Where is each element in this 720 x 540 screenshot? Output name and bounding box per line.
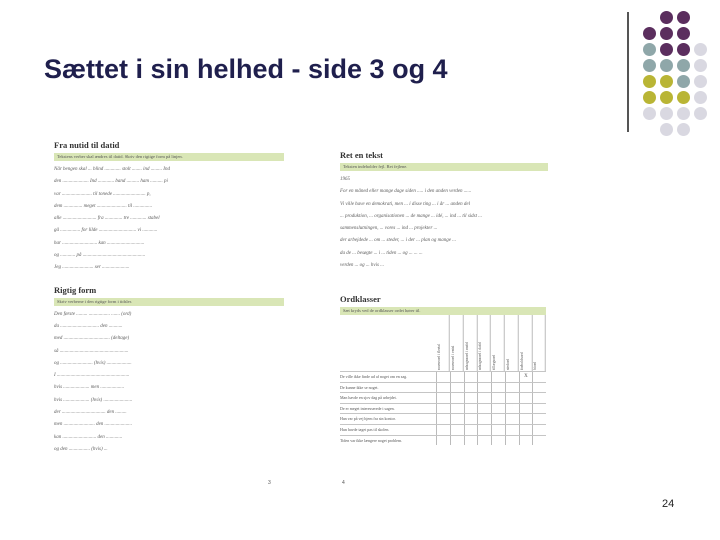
table-cell (532, 383, 546, 393)
table-cell (519, 393, 533, 403)
left-page-image (54, 140, 284, 490)
decorative-dot (643, 43, 656, 56)
table-cell (505, 383, 519, 393)
text-line: var ........................ til tonede .......................... p, (54, 191, 151, 197)
table-cell (436, 404, 450, 414)
column-header: tillægsord (491, 315, 505, 371)
table-cell (532, 393, 546, 403)
table-cell (491, 425, 505, 435)
text-line: har ............................ kan .............................. (54, 240, 145, 246)
exercise-lines (54, 309, 284, 457)
text-line: der arbejdede ... om ... steder, ... i der ... plan og mange ... (340, 238, 456, 244)
decorative-dot (643, 107, 656, 120)
right-page-image (340, 150, 548, 490)
table-cell (436, 414, 450, 424)
table-row (340, 435, 546, 446)
table-cell (477, 436, 491, 446)
decorative-dot (677, 107, 690, 120)
table-cell (491, 404, 505, 414)
text-line: verden ... og ... hvis ... (340, 263, 384, 269)
table-cell (436, 393, 450, 403)
table-cell (450, 425, 464, 435)
column-header: stedord (505, 315, 519, 371)
decorative-dot (660, 75, 673, 88)
table-row (340, 392, 546, 403)
table-cell (491, 414, 505, 424)
decorative-dot-grid (643, 11, 720, 139)
table-cell (532, 404, 546, 414)
table-header (340, 315, 546, 371)
text-line: med ..................................... (deltage) (54, 336, 130, 342)
table-cell (491, 372, 505, 382)
decorative-dot (694, 75, 707, 88)
vertical-divider (627, 12, 629, 132)
table-cell (491, 393, 505, 403)
table-cell (450, 436, 464, 446)
text-line: så ....................................................... (54, 348, 129, 354)
row-label: De er meget interesserede i sagen. (340, 405, 395, 411)
text-line: Vi ville have en demokrati, men ... i disse ting ... i år ... anden del (340, 201, 471, 207)
table-cell (436, 436, 450, 446)
table-cell (464, 383, 478, 393)
text-line: sammenslutningen, ... vores ... ind ... projekter ... (340, 226, 438, 232)
text-line: hvis ..................... men ................... (54, 385, 125, 391)
text-line: Når bengen skal ... blind ............. stolt ........ ind ......... Ind (54, 167, 170, 172)
table-row (340, 403, 546, 414)
text-line: dem ............... meget ........................ til ............... (54, 203, 153, 209)
instruction-band: Sæt kryds ved de ordklasser ordet hører til. (340, 307, 546, 315)
page-mark-right: 4 (342, 480, 345, 486)
table-row (340, 424, 546, 435)
table-cell (477, 393, 491, 403)
decorative-dot (694, 91, 707, 104)
table-cell (519, 436, 533, 446)
decorative-dot (677, 59, 690, 72)
text-line: Den første ......... ................. ....... (ord) (54, 311, 132, 317)
text-line: hvis ..................... (hvis) ....................... (54, 397, 133, 403)
row-label: Hun havde taget pas til skolen. (340, 426, 390, 432)
table-cell (532, 372, 546, 382)
table-cell (436, 372, 450, 382)
exercise-lines (54, 164, 284, 275)
text-line: ... produktion, ... organisationen ... de mange ... idé, ... ind ... til sidst ... (340, 213, 482, 219)
table-cell (532, 414, 546, 424)
column-header: forholdsord (519, 315, 533, 371)
word-class-table (340, 315, 546, 445)
page-mark-left: 3 (268, 480, 271, 486)
table-cell (505, 393, 519, 403)
table-row (340, 382, 546, 393)
text-line: kan ........................... den ............. (54, 434, 123, 440)
column-header: biord (532, 315, 546, 371)
decorative-dot (643, 91, 656, 104)
decorative-dot (643, 59, 656, 72)
row-label: De ville ikke finde ud af noget om en sag. (340, 374, 408, 379)
text-line: da ............................... den ........... (54, 323, 123, 329)
text-line: da de ... besøgte ... i ... tiden ... og ... ... ... (340, 250, 423, 256)
text-line: og .......................... (hvis) .................... (54, 360, 132, 366)
row-label: De kunne ikke se noget. (340, 384, 379, 390)
table-cell (436, 383, 450, 393)
decorative-dot (677, 123, 690, 136)
column-header: navneord i flertal (436, 315, 450, 371)
decorative-dot (660, 91, 673, 104)
table-cell (464, 404, 478, 414)
column-header: navneord i ental (450, 315, 464, 371)
table-cell (450, 414, 464, 424)
table-cell (532, 436, 546, 446)
table-cell (519, 414, 533, 424)
table-cell (477, 404, 491, 414)
text-line: alle ........................... fra .............. tre ............. stabel (54, 216, 160, 222)
decorative-dot (660, 107, 673, 120)
text-line: og den ................. (hvis) ... (54, 446, 108, 452)
table-cell (519, 383, 533, 393)
table-cell (477, 414, 491, 424)
decorative-dot (643, 75, 656, 88)
decorative-dot (694, 107, 707, 120)
table-cell (450, 383, 464, 393)
table-cell (477, 425, 491, 435)
text-line: For en måned eller mange dage siden ..... i den anden verden ...... (340, 189, 472, 195)
row-label: Tiden var ikke længere noget problem. (340, 437, 403, 443)
instruction-band: Skriv verberne i den rigtige form i tidsler. (54, 298, 284, 306)
table-cell (519, 425, 533, 435)
table-cell (491, 436, 505, 446)
handwritten-text (340, 174, 548, 272)
column-header: udsagnsord i nutid (464, 315, 478, 371)
table-cell (436, 425, 450, 435)
slide-page-number: 24 (662, 498, 675, 510)
table-cell (505, 404, 519, 414)
row-label: Han var på vej hjem fra sin kontor. (340, 416, 396, 422)
section-title-fra-nutid: Fra nutid til datid (54, 140, 120, 150)
slide-title: Sættet i sin helhed - side 3 og 4 (44, 54, 448, 84)
text-line: den ..................... Ind ............. band .......... ham .......... pi (54, 179, 168, 185)
table-cell (464, 436, 478, 446)
table-cell (532, 425, 546, 435)
table-cell (464, 414, 478, 424)
decorative-dot (677, 91, 690, 104)
table-cell: X (519, 372, 533, 382)
table-row (340, 371, 546, 382)
table-cell (477, 372, 491, 382)
table-cell (505, 436, 519, 446)
text-line: Jeg ......................... ser ...................... (54, 265, 130, 271)
decorative-dot (677, 43, 690, 56)
text-line: 1965 (340, 177, 350, 182)
table-cell (464, 372, 478, 382)
decorative-dot (660, 11, 673, 24)
instruction-band: Teksten indeholder fejl. Ret fejlene. (340, 163, 548, 171)
decorative-dot (694, 43, 707, 56)
decorative-dot (660, 43, 673, 56)
decorative-dot (677, 27, 690, 40)
decorative-dot (677, 75, 690, 88)
table-row (340, 413, 546, 424)
decorative-dot (643, 27, 656, 40)
column-header: udsagnsord i datid (477, 315, 491, 371)
table-cell (477, 383, 491, 393)
text-line: I .......................................................... (54, 373, 130, 379)
table-cell (464, 425, 478, 435)
text-line: og ............ på .................................................. (54, 253, 146, 259)
decorative-dot (660, 27, 673, 40)
section-title-rigtig-form: Rigtig form (54, 284, 97, 295)
table-cell (505, 425, 519, 435)
text-line: gå ................ for lilde .............................. vi ............ (54, 228, 158, 234)
decorative-dot (660, 123, 673, 136)
table-cell (505, 414, 519, 424)
table-cell (491, 383, 505, 393)
table-cell (505, 372, 519, 382)
table-cell (450, 372, 464, 382)
table-cell (450, 393, 464, 403)
decorative-dot (660, 59, 673, 72)
section-title-ordklasser: Ordklasser (340, 294, 381, 304)
text-line: der ................................... den ......... (54, 410, 127, 416)
table-cell (519, 404, 533, 414)
section-title-ret-en-tekst: Ret en tekst (340, 150, 383, 160)
table-cell (450, 404, 464, 414)
instruction-band: Tekstens verber skal ændres til datid. Skriv den rigtige form på linjen. (54, 153, 284, 161)
decorative-dot (677, 11, 690, 24)
text-line: men ......................... den ...................... (54, 422, 133, 428)
table-cell (464, 393, 478, 403)
row-label: Man havde en sjov dag på arbejdet. (340, 395, 397, 401)
decorative-dot (694, 59, 707, 72)
